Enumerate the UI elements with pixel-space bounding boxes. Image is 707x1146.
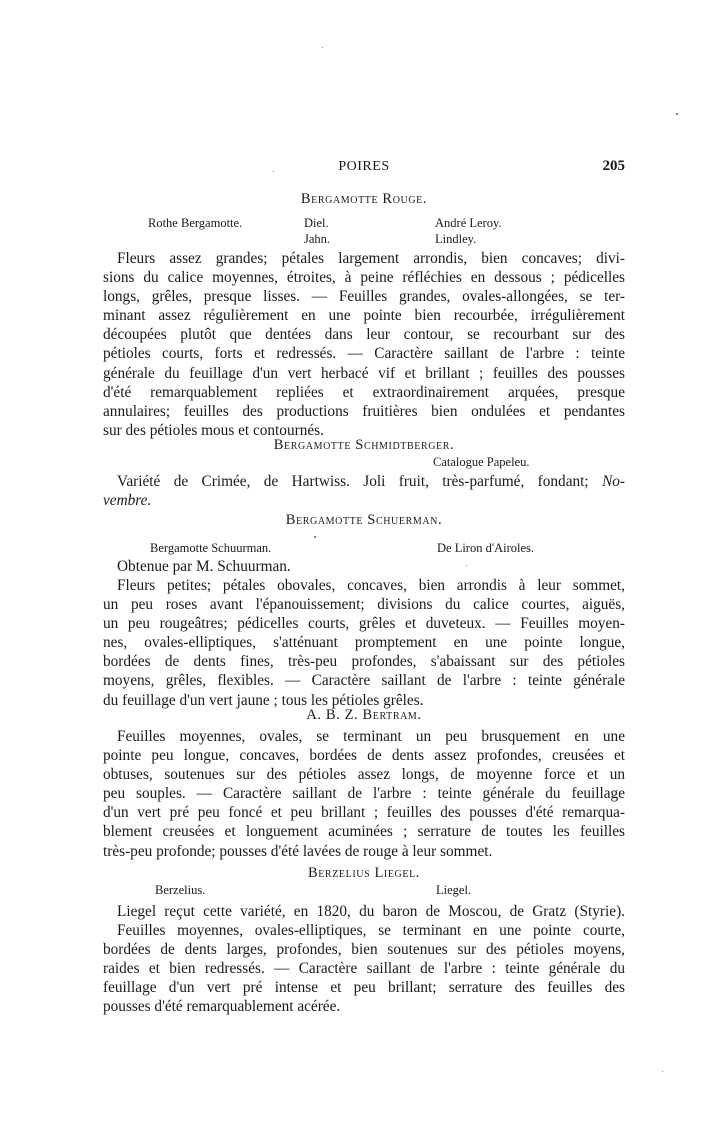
synonym-author-jahn: Jahn. bbox=[304, 232, 331, 246]
text-line: vembre. bbox=[103, 492, 152, 510]
text-line: nes, ovales-elliptiques, s'atténuant promptement en une pointe longue, bbox=[103, 634, 625, 652]
scan-speck bbox=[322, 47, 323, 48]
text-line: un peu roses avant l'épanouissement; divisions du calice courtes, aiguës, bbox=[103, 596, 625, 614]
synonym-author-andre-leroy: André Leroy. bbox=[435, 216, 502, 230]
section-title-bergamotte-schuerman: Bergamotte Schuerman. bbox=[285, 512, 443, 528]
section-title-berzelius-liegel: Berzelius Liegel. bbox=[307, 865, 421, 881]
description-bergamotte-rouge bbox=[103, 249, 625, 440]
description-abz-bertram bbox=[103, 727, 625, 861]
text-line: obtuses, soutenues sur des pétioles assez longs, de moyenne force et un bbox=[103, 766, 625, 784]
scan-speck bbox=[676, 113, 678, 115]
text-line: minant assez régulièrement en une pointe bien recourbée, irrégulièrement bbox=[103, 307, 625, 325]
text-line: raides et bien redressés. — Caractère saillant de l'arbre : teinte générale du bbox=[103, 960, 625, 978]
text-line: annulaires; feuilles des productions fruitières bien ondulées et pendantes bbox=[103, 402, 625, 420]
text-line: bordées de dents larges, profondes, bien soutenues sur des pétioles moyens, bbox=[103, 941, 625, 959]
month-italic: No- bbox=[602, 473, 626, 490]
text-line: blement creusées et longuement acuminées ; serrature de toutes les feuilles bbox=[103, 823, 625, 841]
text-line: d'été remarquablement repliées et extraordinairement arquées, presque bbox=[103, 383, 625, 401]
synonym-author-lindley: Lindley. bbox=[435, 232, 477, 246]
description-bergamotte-schmidtberger bbox=[103, 472, 625, 510]
synonym-bergamotte-schuurman: Bergamotte Schuurman. bbox=[150, 541, 272, 555]
text-line: sur des pétioles mous et contournés. bbox=[103, 421, 324, 439]
text-line-main: Variété de Crimée, de Hartwiss. Joli fruit, très-parfumé, fondant; bbox=[117, 473, 589, 490]
text-line: feuillage d'un vert pré intense et peu brillant; serrature des feuilles des bbox=[103, 979, 625, 997]
text-line: Fleurs petites; pétales obovales, concaves, bien arrondis à leur sommet, bbox=[117, 577, 625, 594]
text-line: très-peu profonde; pousses d'été lavées de rouge à leur sommet. bbox=[103, 842, 493, 860]
page-number: 205 bbox=[602, 158, 625, 174]
running-head bbox=[103, 159, 625, 179]
synonym-rothe-bergamotte: Rothe Bergamotte. bbox=[148, 216, 243, 230]
text-line: bordées de dents fines, très-peu profondes, s'abaissant sur des pétioles bbox=[103, 653, 625, 671]
scan-speck bbox=[314, 536, 316, 538]
synonym-berzelius: Berzelius. bbox=[155, 883, 206, 897]
section-title-abz-bertram: A. B. Z. Bertram. bbox=[306, 707, 422, 723]
section-title-bergamotte-rouge: Bergamotte Rouge. bbox=[300, 191, 428, 207]
text-line: d'un vert pré peu foncé et peu brillant ; feuilles des pousses d'été remarqua- bbox=[103, 804, 625, 822]
text-line: Fleurs assez grandes; pétales largement arrondis, bien concaves; divi- bbox=[117, 250, 625, 267]
text-line: Feuilles moyennes, ovales-elliptiques, se terminant en une pointe courte, bbox=[117, 922, 625, 940]
synonym-author-liegel: Liegel. bbox=[436, 883, 472, 897]
text-line: générale du feuillage d'un vert herbacé vif et brillant ; feuilles des pousses bbox=[103, 364, 625, 382]
text-line: moyens, grêles, flexibles. — Caractère saillant de l'arbre : teinte générale bbox=[103, 672, 625, 690]
text-line: un peu rougeâtres; pédicelles courts, grêles et duveteux. — Feuilles moyen- bbox=[103, 615, 625, 633]
scan-speck bbox=[273, 171, 274, 172]
origin-note-schuerman bbox=[103, 557, 625, 576]
text-line: Obtenue par M. Schuurman. bbox=[117, 558, 291, 575]
text-line: pétioles courts, forts et redressés. — Caractère saillant de l'arbre : teinte bbox=[103, 345, 625, 363]
text-line: Feuilles moyennes, ovales, se terminant un peu brusquement en une bbox=[117, 728, 625, 745]
running-title: POIRES bbox=[338, 159, 390, 174]
text-line bbox=[103, 472, 625, 491]
synonym-author-de-liron-dairoles: De Liron d'Airoles. bbox=[437, 541, 535, 555]
scan-speck bbox=[466, 565, 467, 566]
text-line: du feuillage d'un vert jaune ; tous les pétioles grêles. bbox=[103, 691, 424, 709]
description-bergamotte-schuerman bbox=[103, 576, 625, 710]
text-line: découpées plutôt que dentées dans leur contour, se recourbant sur des bbox=[103, 326, 625, 344]
text-line: sions du calice moyennes, étroites, à peine réfléchies en dessous ; pédicelles bbox=[103, 269, 625, 287]
text-line: pointe peu longue, concaves, bordées de dents assez profondes, creusées et bbox=[103, 747, 625, 765]
synonym-author-diel: Diel. bbox=[304, 216, 329, 230]
description-berzelius-liegel bbox=[103, 902, 625, 1017]
text-line: longs, grêles, presque lisses. — Feuilles grandes, ovales-allongées, se ter- bbox=[103, 288, 625, 306]
text-line: peu souples. — Caractère saillant de l'arbre : teinte générale du feuillage bbox=[103, 785, 625, 803]
scan-speck bbox=[662, 1071, 663, 1072]
text-line: pousses d'été remarquablement acérée. bbox=[103, 998, 341, 1016]
text-line: Liegel reçut cette variété, en 1820, du baron de Moscou, de Gratz (Styrie). bbox=[117, 903, 625, 920]
section-title-bergamotte-schmidtberger: Bergamotte Schmidtberger. bbox=[273, 437, 455, 453]
reference-catalogue-papeleu: Catalogue Papeleu. bbox=[433, 455, 530, 469]
